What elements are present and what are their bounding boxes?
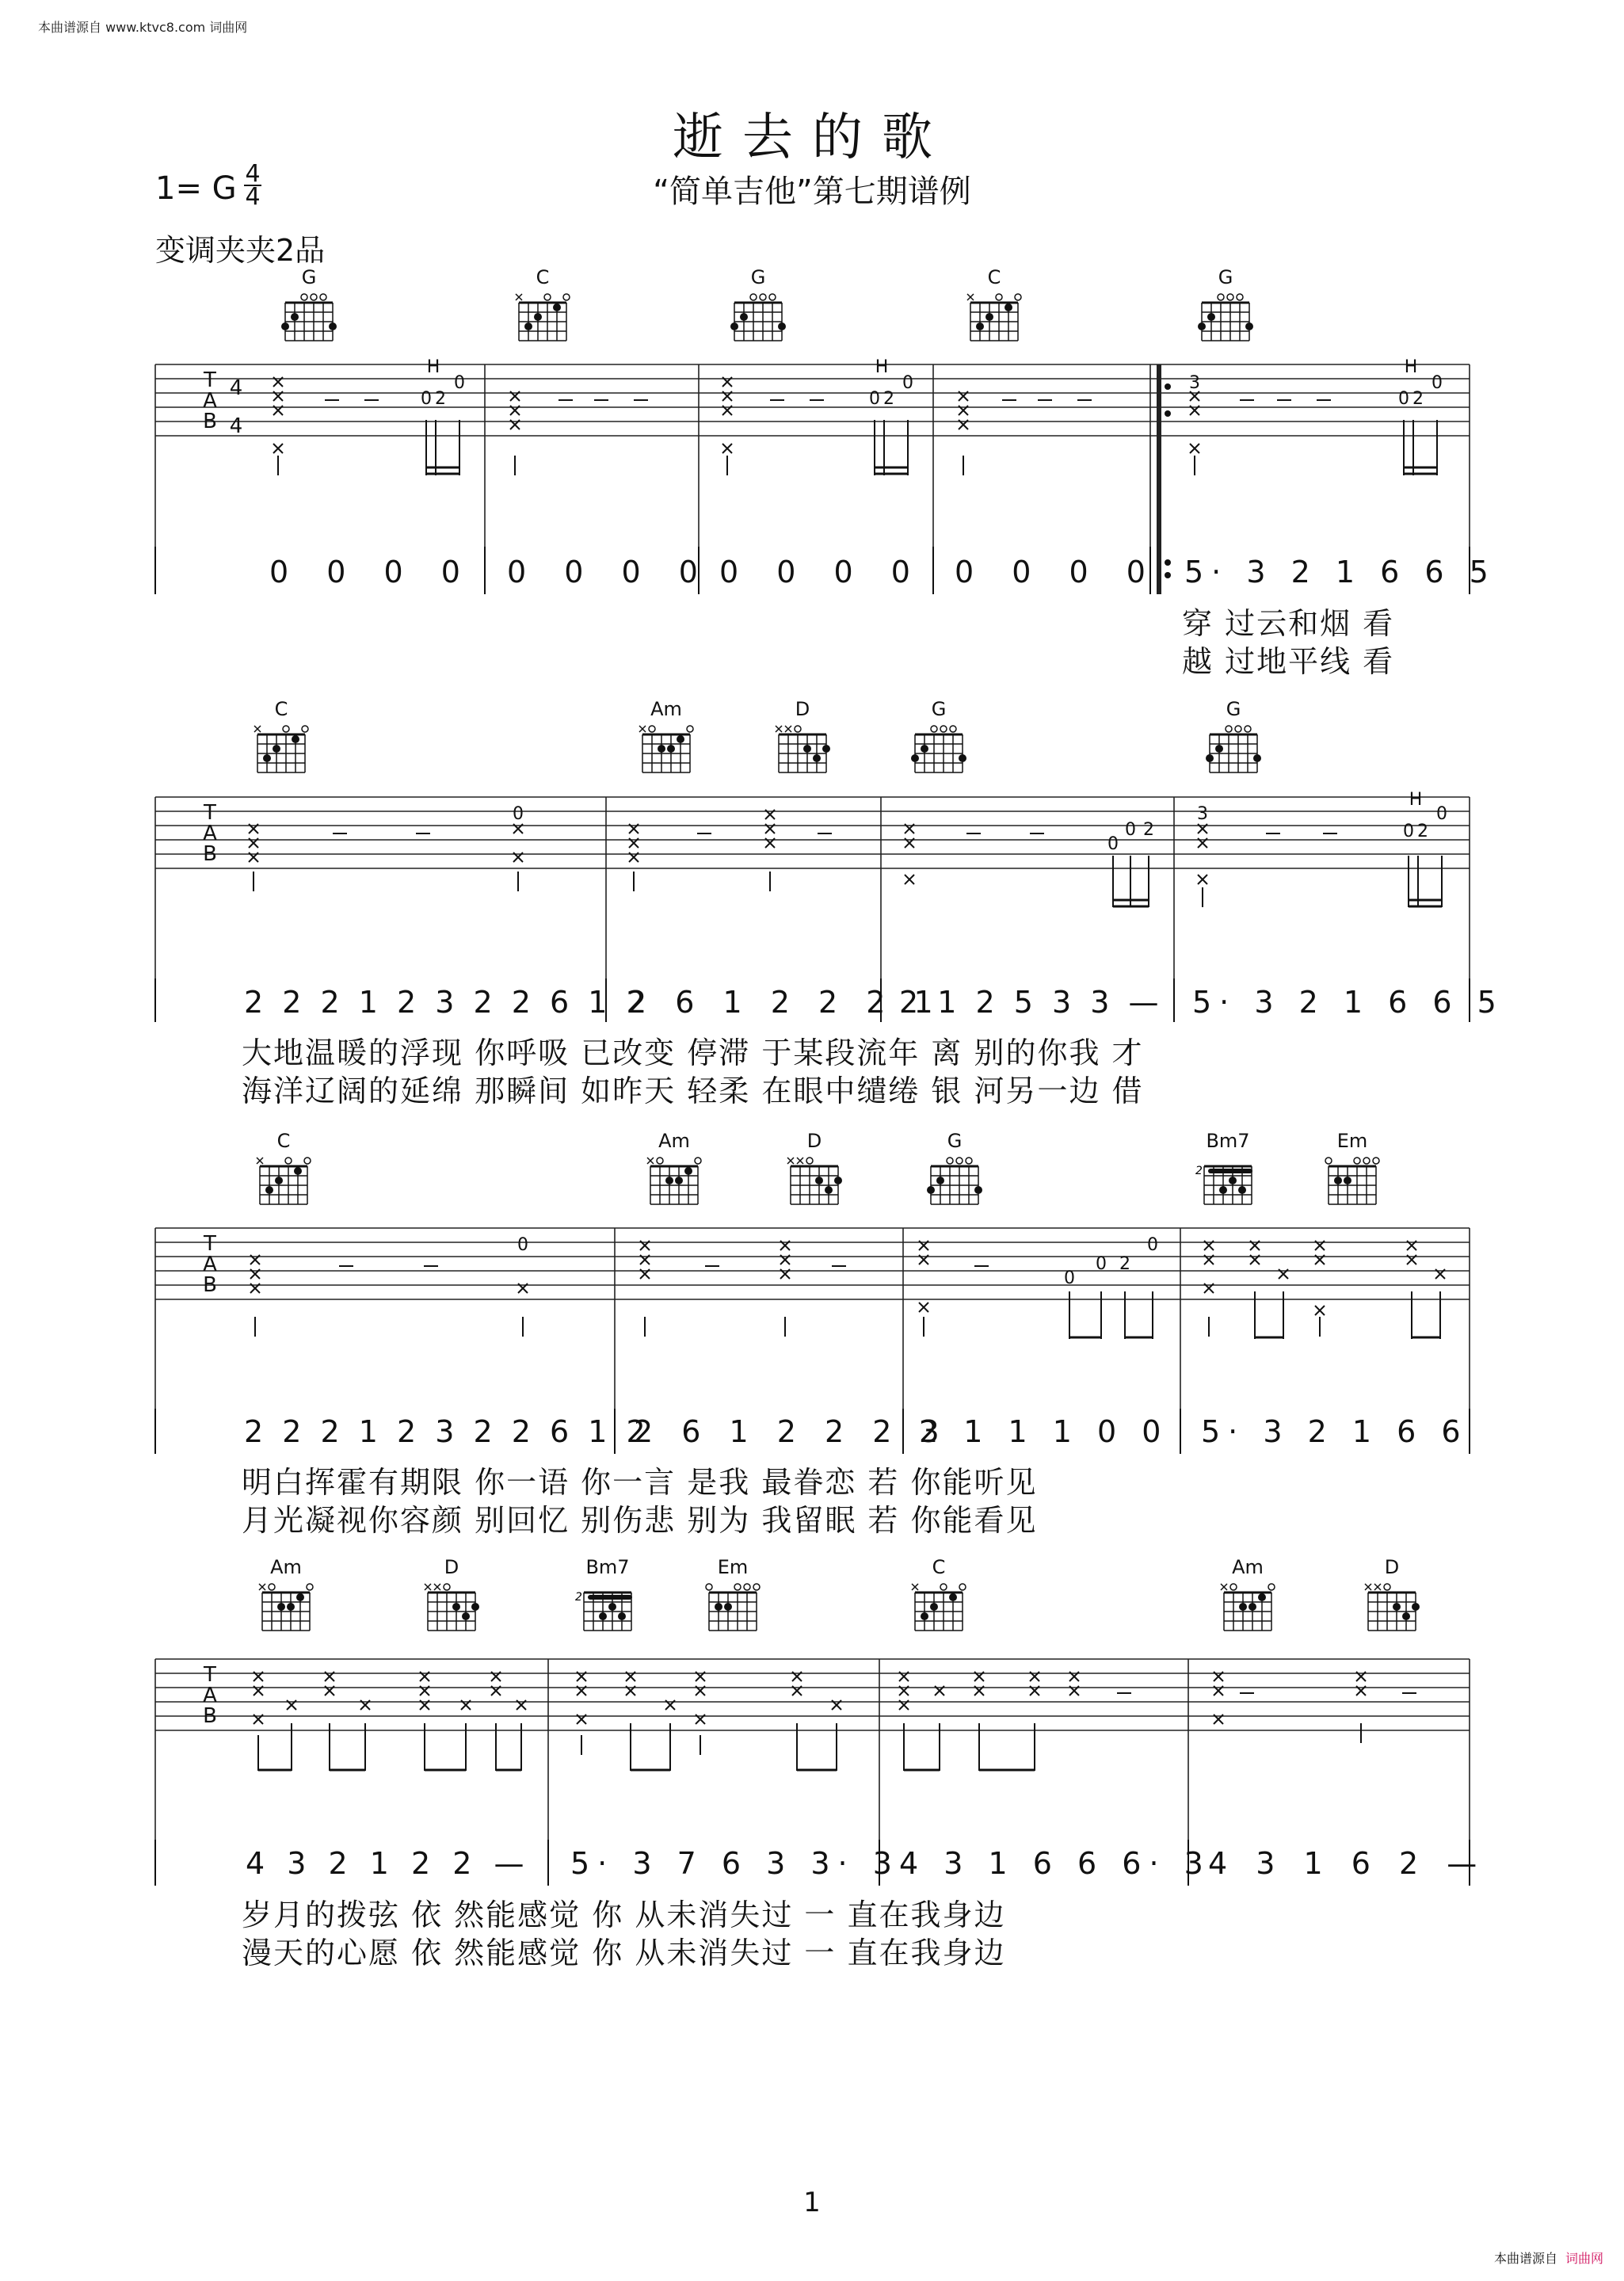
tab-time-sig: 4 — [229, 376, 243, 400]
jianpu-notes: 5· 3 2 1 6 6 5 — [1192, 985, 1504, 1020]
chord-name: C — [274, 698, 288, 720]
chord-name: Bm7 — [1206, 1130, 1250, 1152]
footer-brand: 词曲网 — [1565, 2251, 1603, 2266]
jianpu-notes: 2 1 2 5 3 3 — — [899, 985, 1164, 1020]
svg-text:H: H — [1409, 790, 1423, 810]
jianpu-notes: 0 0 0 0 — [719, 555, 924, 589]
tab-clef: T — [204, 1663, 216, 1687]
source-header: 本曲谱源自 www.ktvc8.com 词曲网 — [38, 20, 248, 35]
chord-name: G — [750, 266, 766, 288]
chord-name: G — [947, 1130, 963, 1152]
tab-clef: A — [203, 822, 217, 845]
song-title: 逝去的歌 — [673, 109, 951, 167]
svg-text:0: 0 — [1064, 1268, 1075, 1288]
key-signature: 1= G — [155, 170, 237, 207]
tab-clef: T — [204, 1232, 216, 1256]
tab-clef: B — [203, 842, 217, 866]
time-sig-bottom: 4 — [245, 183, 261, 211]
chord-name: C — [987, 266, 1001, 288]
chord-name: G — [931, 698, 947, 720]
chord-name: Am — [658, 1130, 690, 1152]
jianpu-notes: 0 0 0 0 — [269, 555, 475, 589]
lyrics-verse2: 海洋辽阔的延绵 那瞬间 如昨天 轻柔 在眼中缱绻 银 河另一边 借 — [242, 1074, 1144, 1108]
lyrics-verse2: 月光凝视你容颜 别回忆 别伤悲 别为 我留眠 若 你能看见 — [242, 1503, 1038, 1538]
svg-text:3: 3 — [1197, 804, 1208, 824]
svg-text:0: 0 — [1147, 1235, 1158, 1255]
jianpu-notes: 4 3 1 6 2 — — [1208, 1846, 1487, 1881]
footer-text: 本曲谱源自 — [1493, 2251, 1557, 2266]
svg-text:H: H — [1404, 357, 1418, 377]
svg-text:0: 0 — [1431, 373, 1443, 393]
tab-clef: B — [203, 1704, 217, 1728]
svg-text:0: 0 — [1096, 1254, 1107, 1274]
chord-name: Em — [1336, 1130, 1368, 1152]
jianpu-notes: 2 2 2 1 2 3 2 2 6 1 2 — [244, 985, 650, 1020]
lyrics-verse1: 大地温暖的浮现 你呼吸 已改变 停滞 于某段流年 离 别的你我 才 — [242, 1036, 1144, 1070]
chord-name: C — [276, 1130, 291, 1152]
svg-text:2: 2 — [1417, 822, 1428, 841]
jianpu-notes: 4 3 2 1 2 2 — — [246, 1846, 531, 1881]
chord-name: G — [301, 266, 317, 288]
jianpu-notes: 4 3 1 6 6 6· 3 — [899, 1846, 1211, 1881]
lyrics-verse2: 越 过地平线 看 — [1182, 644, 1395, 679]
chord-name: D — [444, 1556, 459, 1578]
lyrics-verse1: 岁月的拨弦 依 然能感觉 你 从未消失过 一 直在我身边 — [242, 1898, 1006, 1932]
svg-text:2: 2 — [1195, 1165, 1203, 1177]
subtitle: “简单吉他”第七期谱例 — [653, 174, 971, 210]
tab-clef: A — [203, 389, 217, 413]
page-number: 1 — [803, 2187, 821, 2218]
lyrics-verse1: 明白挥霍有期限 你一语 你一言 是我 最眷恋 若 你能听见 — [242, 1465, 1038, 1500]
time-sig-top: 4 — [245, 160, 261, 188]
tab-clef: T — [204, 801, 216, 825]
tab-clef: T — [204, 368, 216, 392]
svg-text:2: 2 — [1119, 1254, 1130, 1274]
tab-clef: A — [203, 1253, 217, 1276]
svg-text:0: 0 — [421, 389, 432, 409]
svg-text:0: 0 — [1107, 834, 1119, 854]
svg-text:0: 0 — [1125, 820, 1136, 840]
chord-name: Am — [1232, 1556, 1264, 1578]
chord-name: Em — [717, 1556, 749, 1578]
chord-name: D — [806, 1130, 822, 1152]
jianpu-notes: 5· 3 7 6 3 3· 3 — [570, 1846, 900, 1881]
chord-name: Am — [270, 1556, 302, 1578]
svg-text:0: 0 — [1403, 822, 1414, 841]
chord-name: Am — [650, 698, 682, 720]
footer-source — [1494, 2249, 1603, 2267]
svg-text:2: 2 — [1143, 820, 1154, 840]
svg-text:3: 3 — [1189, 373, 1200, 393]
svg-text:0: 0 — [1398, 389, 1409, 409]
tab-clef: B — [203, 1273, 217, 1297]
tab-time-sig: 4 — [229, 414, 243, 438]
svg-text:0: 0 — [513, 804, 524, 824]
svg-text:2: 2 — [1412, 389, 1424, 409]
svg-text:2: 2 — [883, 389, 894, 409]
lyrics-verse2: 漫天的心愿 依 然能感觉 你 从未消失过 一 直在我身边 — [242, 1936, 1006, 1970]
tab-clef: A — [203, 1684, 217, 1707]
lyrics-verse1: 穿 过云和烟 看 — [1182, 606, 1395, 641]
chord-name: Bm7 — [585, 1556, 630, 1578]
jianpu-notes: 0 0 0 0 — [507, 555, 712, 589]
svg-text:H: H — [426, 357, 440, 377]
svg-text:H: H — [875, 357, 889, 377]
svg-text:0: 0 — [902, 373, 913, 393]
jianpu-notes: 2 6 1 2 2 2 1 — [627, 985, 943, 1020]
chord-name: D — [1384, 1556, 1400, 1578]
jianpu-notes: 5· 3 2 1 6 6 — [1201, 1414, 1469, 1449]
jianpu-notes: 0 0 0 0 — [955, 555, 1160, 589]
svg-text:0: 0 — [869, 389, 880, 409]
chord-name: C — [536, 266, 550, 288]
jianpu-notes: 5· 3 2 1 6 6 5 — [1184, 555, 1496, 589]
capo-note: 变调夹夹2品 — [155, 233, 326, 268]
chord-name: G — [1218, 266, 1233, 288]
svg-text:0: 0 — [454, 373, 465, 393]
chord-name: D — [795, 698, 810, 720]
jianpu-notes: 2 2 2 1 2 3 2 2 6 1 2 — [244, 1414, 650, 1449]
svg-text:0: 0 — [1436, 804, 1447, 824]
chord-name: C — [932, 1556, 946, 1578]
svg-text:0: 0 — [517, 1235, 528, 1255]
svg-text:2: 2 — [435, 389, 446, 409]
jianpu-notes: 2 6 1 2 2 2 3 — [634, 1414, 949, 1449]
svg-text:2: 2 — [575, 1591, 582, 1604]
chord-name: G — [1226, 698, 1241, 720]
tab-clef: B — [203, 410, 217, 433]
jianpu-notes: 2 1 1 1 0 0 — [919, 1414, 1169, 1449]
